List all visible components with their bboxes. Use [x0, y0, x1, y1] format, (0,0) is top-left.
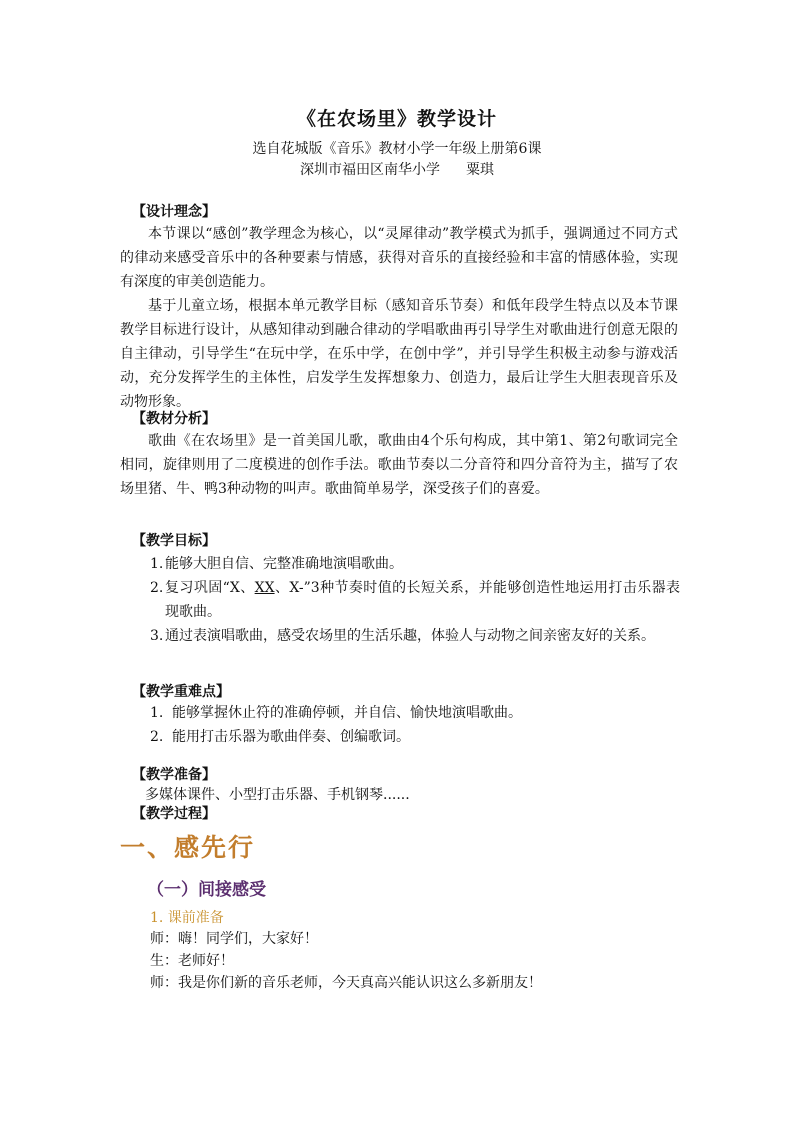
list-item: [150, 576, 680, 624]
design-paragraph-1: 本节课以“感创”教学理念为核心，以“灵犀律动”教学模式为抓手，强调通过不同方式的律动来感受音乐中的各种要素与情感，获得对音乐的直接经验和丰富的情感体验，实现有深度的审美创造能力。: [120, 226, 678, 290]
item-text: 能用打击乐器为歌曲伴奏、创编歌词。: [172, 729, 410, 745]
goals-heading: 【教学目标】: [132, 533, 216, 549]
author-line: [0, 160, 794, 180]
list-item: [150, 701, 680, 725]
keypoints-heading: 【教学重难点】: [132, 684, 230, 700]
list-item: [150, 725, 680, 749]
dialog-line: 师：嗨！同学们，大家好！: [150, 931, 318, 947]
prep-text: 多媒体课件、小型打击乐器、手机钢琴......: [145, 787, 410, 803]
item-number: 1.: [150, 556, 164, 572]
dialog-line: 师：我是你们新的音乐老师，今天真高兴能认识这么多新朋友！: [150, 975, 542, 991]
document-title: 《在农场里》教学设计: [296, 108, 497, 130]
item-text: 能够掌握休止符的准确停顿，并自信、愉快地演唱歌曲。: [172, 705, 522, 721]
list-item: [150, 624, 680, 648]
list-item: [150, 552, 680, 576]
step-title: 1. 课前准备: [150, 910, 224, 926]
subsection-title: （一）间接感受: [147, 880, 266, 900]
item-number: 2.: [150, 580, 164, 596]
item-text: 通过表演唱歌曲，感受农场里的生活乐趣，体验人与动物之间亲密友好的关系。: [165, 628, 655, 644]
school-name: 深圳市福田区南华小学: [300, 162, 440, 178]
dialog-line: 生：老师好！: [150, 953, 234, 969]
document-subtitle: 选自花城版《音乐》教材小学一年级上册第6课: [252, 141, 542, 157]
item-number: 3.: [150, 628, 164, 644]
prep-heading: 【教学准备】: [132, 767, 216, 783]
item-text: 能够大胆自信、完整准确地演唱歌曲。: [165, 556, 403, 572]
author-name: 粟琪: [466, 162, 494, 178]
item-number: 2.: [150, 729, 164, 745]
analysis-paragraph: 歌曲《在农场里》是一首美国儿歌，歌曲由4个乐句构成，其中第1、第2句歌词完全相同，旋律则用了二度模进的创作手法。歌曲节奏以二分音符和四分音符为主，描写了农场里猪、牛、鸭3种动物的叫声。歌曲简单易学，深受孩子们的喜爱。: [120, 433, 678, 497]
analysis-heading: 【教材分析】: [132, 411, 216, 427]
item-text: 复习巩固“X、XX、X-”3种节奏时值的长短关系，并能够创造性地运用打击乐器表现歌曲。: [165, 580, 681, 620]
goals-list: [150, 552, 680, 648]
design-paragraph-2: 基于儿童立场，根据本单元教学目标（感知音乐节奏）和低年段学生特点以及本节课教学目标进行设计，从感知律动到融合律动的学唱歌曲再引导学生对歌曲进行创意无限的自主律动，引导学生“在玩中学，在乐中学，在创中学”，并引导学生积极主动参与游戏活动，充分发挥学生的主体性，启发学生发挥想象力、创造力，最后让学生大胆表现音乐及动物形象。: [120, 298, 678, 410]
item-number: 1.: [150, 705, 164, 721]
keypoints-list: [150, 701, 680, 749]
design-heading: 【设计理念】: [132, 204, 216, 220]
process-heading: 【教学过程】: [132, 806, 216, 822]
section-title-feel-first: 一、感先行: [120, 833, 256, 862]
